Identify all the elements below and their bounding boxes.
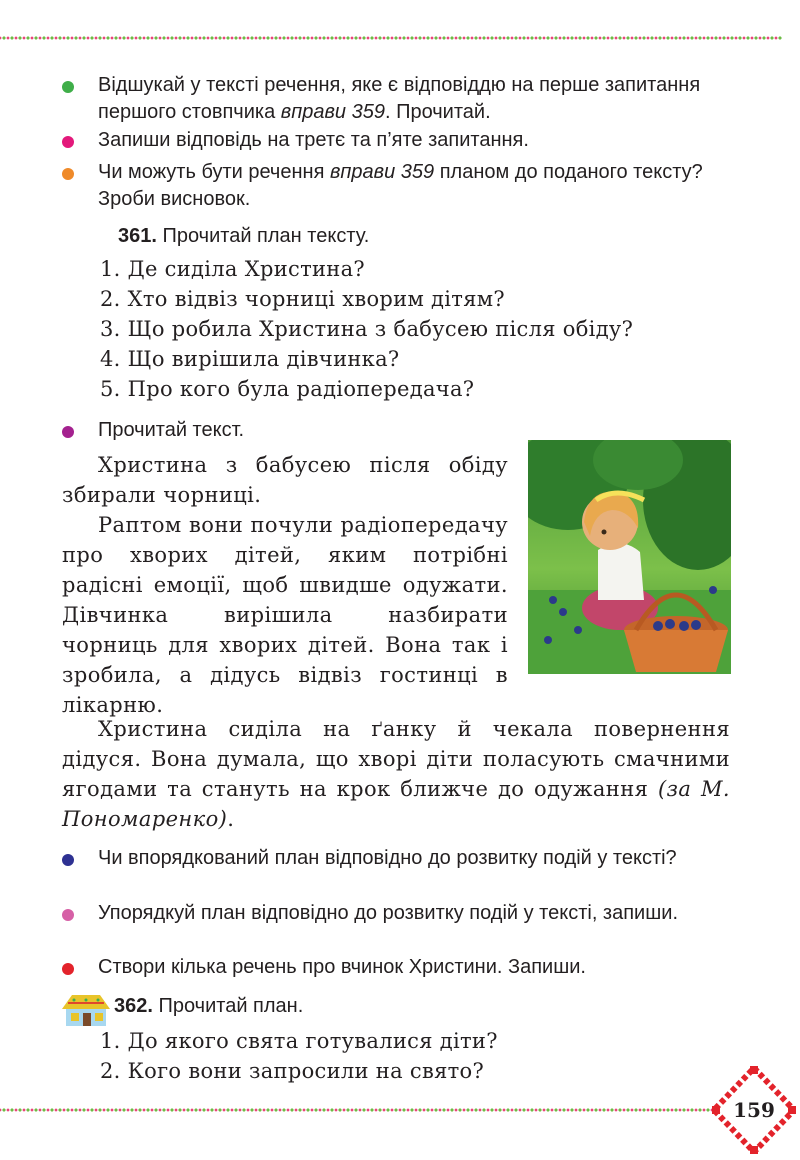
top-ornament-border <box>0 34 782 42</box>
bottom-ornament-border <box>0 1106 720 1114</box>
task-text: Чи можуть бути речення <box>98 161 330 183</box>
story-text: Христина сиділа на ґанку й чекала повернення дідуся. Вона думала, що хворі діти поласують смачними ягодами та стануть на крок ближче до одужання <box>62 717 730 801</box>
question-bullet-3 <box>62 954 742 981</box>
page-number-ornament <box>712 1066 796 1154</box>
story-paragraph-3 <box>62 714 730 834</box>
magenta-bullet-icon <box>62 136 74 148</box>
plan-item: 5. Про кого була радіопередача? <box>100 377 475 401</box>
task-text-end: планом до поданого тексту? Зроби висновок. <box>98 161 703 210</box>
story-paragraph-2: Раптом вони почули радіопередачу про хворих дітей, яким потрібні радісні емоції, щоб швидше одужати. Дівчинка вирішила назбирати чорниць для хворих дітей. Вона так і зробила, а дідусь відвіз гостинці в лікарню. <box>62 513 508 717</box>
exercise-reference: вправи 359 <box>329 161 435 183</box>
plan-item: 4. Що вирішила дівчинка? <box>100 347 400 371</box>
plan-item: 3. Що робила Христина з бабусею після обіду? <box>100 317 634 341</box>
exercise-361-plan <box>100 254 633 404</box>
exercise-362-plan <box>100 1026 498 1086</box>
task-text: Створи кілька речень про вчинок Христини. Запиши. <box>98 956 586 978</box>
girl-picking-blueberries-illustration <box>528 440 731 674</box>
plan-item: 2. Кого вони запросили на свято? <box>100 1059 485 1083</box>
exercise-number: 362. <box>114 995 153 1017</box>
task-text-end: . Прочитай. <box>384 101 491 123</box>
story-end: . <box>227 807 235 831</box>
task-text: Упорядкуй план відповідно до розвитку подій у тексті, запиши. <box>98 902 678 924</box>
plan-item: 2. Хто відвіз чорниці хворим дітям? <box>100 287 505 311</box>
pink-bullet-icon <box>62 909 74 921</box>
task-text: Прочитай текст. <box>98 419 245 441</box>
plan-item: 1. До якого свята готувалися діти? <box>100 1029 498 1053</box>
page-number: 159 <box>733 1098 775 1122</box>
exercise-instruction: Прочитай план. <box>158 995 304 1017</box>
exercise-361-heading <box>118 223 369 250</box>
task-bullet-1 <box>62 72 742 126</box>
task-bullet-2 <box>62 127 742 154</box>
blue-bullet-icon <box>62 854 74 866</box>
exercise-362-heading <box>114 993 303 1020</box>
plan-item: 1. Де сиділа Христина? <box>100 257 365 281</box>
author-attribution: (за М. Пономаренко) <box>62 777 730 831</box>
task-text: Запиши відповідь на третє та п’яте запитання. <box>98 129 529 151</box>
task-text: Відшукай у тексті речення, яке є відповіддю на перше запитання першого стовпчика <box>98 74 701 123</box>
question-bullet-2 <box>62 900 742 927</box>
exercise-instruction: Прочитай план тексту. <box>162 225 370 247</box>
green-bullet-icon <box>62 81 74 93</box>
question-bullet-1 <box>62 845 742 872</box>
exercise-reference: вправи 359 <box>280 101 385 123</box>
orange-bullet-icon <box>62 168 74 180</box>
task-bullet-3 <box>62 159 742 213</box>
task-text: Чи впорядкований план відповідно до розвитку подій у тексті? <box>98 847 677 869</box>
red-bullet-icon <box>62 963 74 975</box>
story-paragraph-1: Христина з бабусею після обіду збирали чорниці. <box>62 453 508 507</box>
house-icon <box>60 993 112 1027</box>
exercise-number: 361. <box>118 225 157 247</box>
purple-bullet-icon <box>62 426 74 438</box>
